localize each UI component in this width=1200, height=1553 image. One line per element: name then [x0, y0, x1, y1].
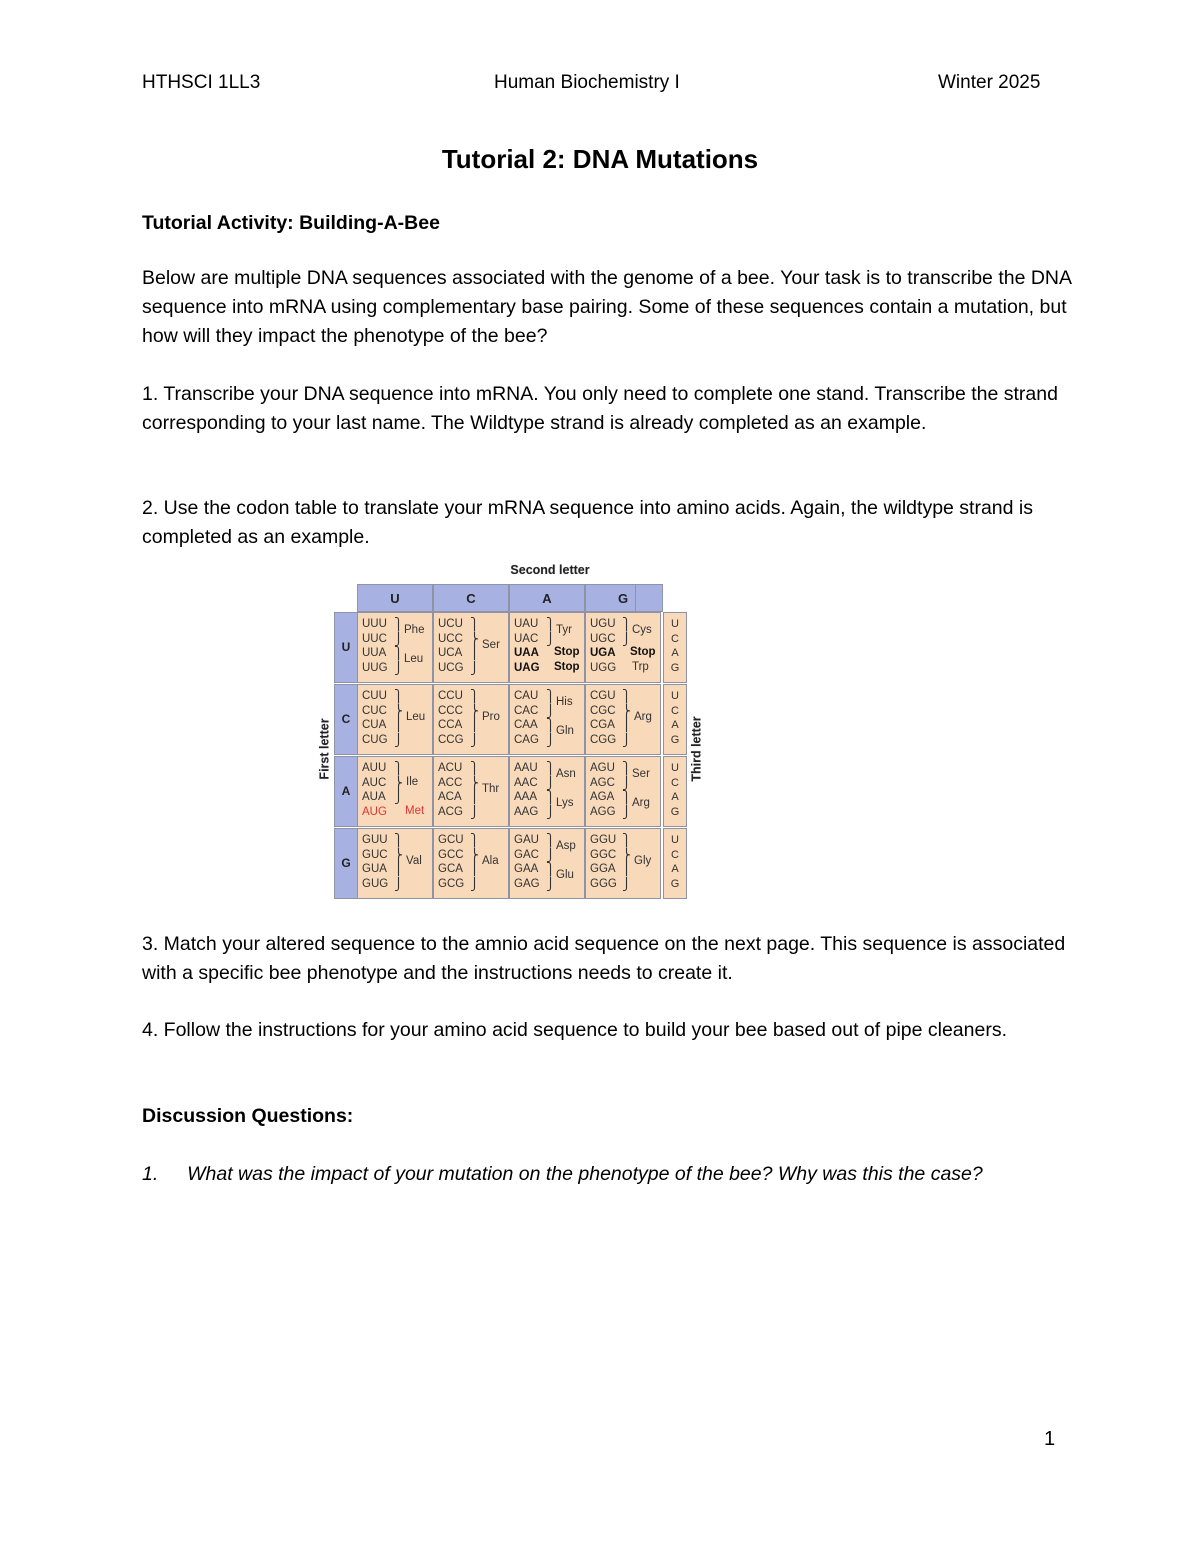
brace: ⎭: [622, 631, 631, 646]
amino-acid-thr: Thr: [482, 783, 500, 795]
codon-ggu: GGU: [590, 834, 617, 846]
brace: ⎪: [470, 718, 479, 732]
brace: ⎫: [546, 617, 555, 631]
amino-acid-arg: Arg: [634, 711, 652, 723]
codon-cgc: CGC: [590, 704, 616, 717]
brace: ⎭: [394, 631, 403, 646]
brace: ⎫: [394, 833, 403, 847]
codon-gug: GUG: [362, 877, 389, 890]
brace: ⎫: [470, 761, 479, 775]
codon-cell-gc: [433, 828, 509, 899]
brace: ⎭: [394, 732, 403, 747]
stop-label: Stop: [554, 646, 580, 658]
codon-cgu: CGU: [590, 690, 616, 702]
brace: ⎬: [394, 847, 403, 862]
codon-ugg: UGG: [590, 661, 617, 674]
brace: ⎪: [394, 718, 403, 732]
codon-cac: CAC: [514, 704, 539, 717]
third-letter: A: [671, 719, 679, 731]
activity-heading: Tutorial Activity: Building-A-Bee: [142, 212, 440, 234]
amino-acid-met: Met: [405, 804, 425, 817]
brace: ⎭: [546, 732, 555, 747]
brace: ⎬: [470, 703, 479, 718]
codon-acc: ACC: [438, 776, 463, 789]
brace: ⎭: [470, 804, 479, 819]
intro-paragraph: Below are multiple DNA sequences associated with the genome of a bee. Your task is to transcribe the DNA sequence into mRNA using complementary base pairing. Some of these sequences contain a mutation, but how will they impact the phenotype of the bee?: [142, 267, 1071, 347]
third-letter: U: [671, 690, 679, 702]
third-letter: G: [670, 661, 680, 674]
codon-uac: UAC: [514, 632, 539, 645]
brace: ⎫: [622, 617, 631, 631]
codon-uuc: UUC: [362, 632, 387, 645]
amino-acid-asp: Asp: [556, 840, 576, 852]
third-letters-row-c: [663, 684, 687, 755]
brace: ⎪: [470, 862, 479, 876]
codon-agc: AGC: [590, 776, 615, 789]
codon-cell-aa: [509, 756, 585, 827]
brace: ⎫: [546, 761, 555, 775]
amino-acid-gly: Gly: [634, 855, 652, 867]
second-letter-label: Second letter: [510, 563, 590, 577]
codon-cgg: CGG: [590, 733, 617, 746]
codon-ccu: CCU: [438, 690, 463, 702]
stop-label: Stop: [630, 646, 656, 658]
third-letter: G: [670, 877, 680, 890]
codon-cau: CAU: [514, 690, 539, 702]
brace: ⎭: [622, 804, 631, 819]
header-course-code: HTHSCI 1LL3: [142, 72, 261, 93]
codon-guu: GUU: [362, 834, 388, 846]
codon-gau: GAU: [514, 834, 539, 846]
codon-cell-ug: [585, 612, 661, 683]
brace: ⎫: [470, 689, 479, 703]
page-title: Tutorial 2: DNA Mutations: [441, 144, 759, 174]
codon-cell-gu: [357, 828, 433, 899]
third-letter: A: [671, 863, 679, 875]
col-header-u: U: [357, 584, 433, 612]
third-letter: G: [670, 805, 680, 818]
codon-aua: AUA: [362, 791, 386, 803]
column-headers: [357, 584, 661, 612]
third-letter-label: Third letter: [689, 716, 704, 782]
brace: ⎭: [394, 876, 403, 891]
amino-acid-glu: Glu: [556, 869, 574, 881]
amino-acid-tyr: Tyr: [556, 624, 572, 636]
codon-gcg: GCG: [438, 877, 465, 890]
first-letter-label: First letter: [317, 718, 332, 780]
brace: ⎫: [546, 862, 555, 876]
col-header-a: A: [509, 584, 585, 612]
brace: ⎭: [546, 631, 555, 646]
codon-uua: UUA: [362, 647, 387, 659]
amino-acid-gln: Gln: [556, 725, 574, 737]
amino-acid-pro: Pro: [482, 711, 500, 723]
amino-acid-asn: Asn: [556, 768, 576, 780]
codon-cua: CUA: [362, 719, 387, 731]
amino-acid-lys: Lys: [556, 797, 574, 809]
codon-ccg: CCG: [438, 733, 464, 746]
codon-ucg: UCG: [438, 661, 464, 674]
codon-guc: GUC: [362, 848, 388, 861]
codon-aga: AGA: [590, 791, 615, 803]
codon-acg: ACG: [438, 805, 463, 818]
amino-acid-phe: Phe: [404, 624, 425, 636]
brace: ⎫: [546, 833, 555, 847]
step-1: 1. Transcribe your DNA sequence into mRNA. You only need to complete one stand. Transcribe the strand corresponding to your last name. The Wildtype strand is already completed as an example.: [142, 383, 1058, 434]
page-number: 1: [1044, 1428, 1056, 1450]
amino-acid-leu: Leu: [406, 711, 426, 723]
first-letter-g: G: [334, 828, 358, 899]
brace: ⎬: [394, 775, 403, 790]
amino-acid-ile: Ile: [406, 776, 419, 788]
codon-gag: GAG: [514, 877, 540, 890]
col-header-c: C: [433, 584, 509, 612]
codon-cell-cc: [433, 684, 509, 755]
codon-aac: AAC: [514, 776, 538, 789]
codon-cell-uu: [357, 612, 433, 683]
codon-cell-cu: [357, 684, 433, 755]
brace: ⎪: [470, 646, 479, 660]
third-letter: A: [671, 647, 679, 659]
codon-ggc: GGC: [590, 848, 617, 861]
codon-uag: UAG: [514, 661, 540, 674]
third-letter: U: [671, 762, 679, 774]
brace: ⎬: [394, 703, 403, 718]
codon-ugu: UGU: [590, 618, 616, 630]
codon-ggg: GGG: [590, 877, 617, 890]
amino-acid-arg: Arg: [632, 797, 650, 809]
codon-cuu: CUU: [362, 690, 387, 702]
codon-gaa: GAA: [514, 863, 539, 875]
codon-aaa: AAA: [514, 791, 538, 803]
brace: ⎫: [622, 689, 631, 703]
codon-cell-ag: [585, 756, 661, 827]
first-letter-u: U: [334, 612, 358, 683]
brace: ⎭: [394, 660, 403, 675]
codon-gga: GGA: [590, 863, 616, 875]
third-letters-row-g: [663, 828, 687, 899]
brace: ⎬: [622, 703, 631, 718]
amino-acid-trp: Trp: [632, 660, 649, 673]
codon-gac: GAC: [514, 848, 539, 861]
brace: ⎭: [394, 790, 403, 804]
brace: ⎪: [622, 718, 631, 732]
brace: ⎫: [546, 689, 555, 703]
codon-cell-cg: [585, 684, 661, 755]
third-letter: U: [671, 834, 679, 846]
third-letters-row-a: [663, 756, 687, 827]
codon-aug: AUG: [362, 805, 387, 818]
third-letter: C: [671, 848, 679, 861]
codon-uug: UUG: [362, 661, 388, 674]
codon-table: [310, 560, 710, 905]
brace: ⎭: [546, 703, 555, 718]
codon-ccc: CCC: [438, 704, 463, 717]
question-1-text: What was the impact of your mutation on the phenotype of the bee? Why was this the case?: [187, 1163, 983, 1185]
brace: ⎭: [622, 775, 631, 790]
stop-label: Stop: [554, 660, 580, 673]
codon-aca: ACA: [438, 791, 462, 803]
amino-acid-his: His: [556, 696, 573, 708]
codon-aau: AAU: [514, 762, 538, 774]
brace: ⎪: [470, 790, 479, 804]
brace: ⎪: [622, 862, 631, 876]
third-letter: A: [671, 791, 679, 803]
codon-cell-gg: [585, 828, 661, 899]
brace: ⎭: [546, 876, 555, 891]
codon-gca: GCA: [438, 863, 463, 875]
codon-uau: UAU: [514, 618, 539, 630]
codon-cca: CCA: [438, 719, 463, 731]
question-1-number: 1.: [142, 1163, 159, 1185]
codon-cuc: CUC: [362, 704, 387, 717]
header-course-name: Human Biochemistry I: [494, 72, 680, 93]
brace: ⎫: [394, 646, 403, 660]
codon-gcu: GCU: [438, 834, 464, 846]
brace: ⎫: [470, 833, 479, 847]
codon-cug: CUG: [362, 733, 388, 746]
codon-aag: AAG: [514, 805, 539, 818]
brace: ⎬: [470, 631, 479, 646]
header-blank-cell: [635, 584, 663, 612]
brace: ⎫: [546, 718, 555, 732]
codon-agu: AGU: [590, 762, 615, 774]
brace: ⎫: [622, 761, 631, 775]
third-letter: C: [671, 632, 679, 645]
codon-ucc: UCC: [438, 632, 463, 645]
brace: ⎭: [470, 876, 479, 891]
step-3: 3. Match your altered sequence to the amnio acid sequence on the next page. This sequence is associated with a specific bee phenotype and the instructions needs to create it.: [142, 933, 1066, 984]
brace: ⎫: [470, 617, 479, 631]
col-header-g: G: [585, 584, 661, 612]
brace: ⎭: [622, 876, 631, 891]
codon-cga: CGA: [590, 719, 615, 731]
brace: ⎫: [622, 790, 631, 804]
brace: ⎭: [470, 660, 479, 675]
amino-acid-ser: Ser: [632, 768, 650, 780]
brace: ⎫: [622, 833, 631, 847]
brace: ⎭: [546, 775, 555, 790]
codon-auc: AUC: [362, 776, 387, 789]
brace: ⎬: [622, 847, 631, 862]
brace: ⎭: [546, 847, 555, 862]
first-letter-c: C: [334, 684, 358, 755]
codon-gua: GUA: [362, 863, 387, 875]
brace: ⎬: [470, 847, 479, 862]
amino-acid-ala: Ala: [482, 855, 499, 867]
codon-cell-au: [357, 756, 433, 827]
brace: ⎪: [394, 862, 403, 876]
codon-cell-uc: [433, 612, 509, 683]
codon-uga: UGA: [590, 647, 616, 659]
third-letter: U: [671, 618, 679, 630]
brace: ⎭: [622, 732, 631, 747]
codon-uuu: UUU: [362, 618, 387, 630]
question-1: [142, 1160, 1072, 1189]
discussion-heading: Discussion Questions:: [142, 1105, 354, 1127]
codon-ucu: UCU: [438, 618, 463, 630]
codon-cell-ca: [509, 684, 585, 755]
amino-acid-val: Val: [406, 855, 422, 867]
brace: ⎫: [394, 689, 403, 703]
third-letters-row-u: [663, 612, 687, 683]
brace: ⎫: [394, 617, 403, 631]
brace: ⎫: [394, 761, 403, 775]
third-letter: G: [670, 733, 680, 746]
third-letter: C: [671, 776, 679, 789]
codon-uca: UCA: [438, 647, 463, 659]
amino-acid-ser: Ser: [482, 639, 500, 651]
codon-cell-ga: [509, 828, 585, 899]
brace: ⎫: [546, 790, 555, 804]
first-letter-a: A: [334, 756, 358, 827]
step-4: 4. Follow the instructions for your amino acid sequence to build your bee based out of pipe cleaners.: [142, 1019, 1008, 1041]
step-2: 2. Use the codon table to translate your mRNA sequence into amino acids. Again, the wildtype strand is completed as an example.: [142, 497, 1034, 548]
header-term: Winter 2025: [938, 72, 1041, 93]
codon-acu: ACU: [438, 762, 463, 774]
codon-cag: CAG: [514, 733, 539, 746]
brace: ⎭: [470, 732, 479, 747]
codon-uaa: UAA: [514, 647, 539, 659]
amino-acid-cys: Cys: [632, 624, 652, 636]
brace: ⎬: [470, 775, 479, 790]
codon-caa: CAA: [514, 719, 538, 731]
brace: ⎭: [546, 804, 555, 819]
codon-cell-ac: [433, 756, 509, 827]
amino-acid-leu: Leu: [404, 653, 424, 665]
codon-agg: AGG: [590, 805, 616, 818]
codon-ugc: UGC: [590, 632, 616, 645]
codon-auu: AUU: [362, 762, 387, 774]
third-letter: C: [671, 704, 679, 717]
codon-cell-ua: [509, 612, 585, 683]
codon-gcc: GCC: [438, 848, 464, 861]
